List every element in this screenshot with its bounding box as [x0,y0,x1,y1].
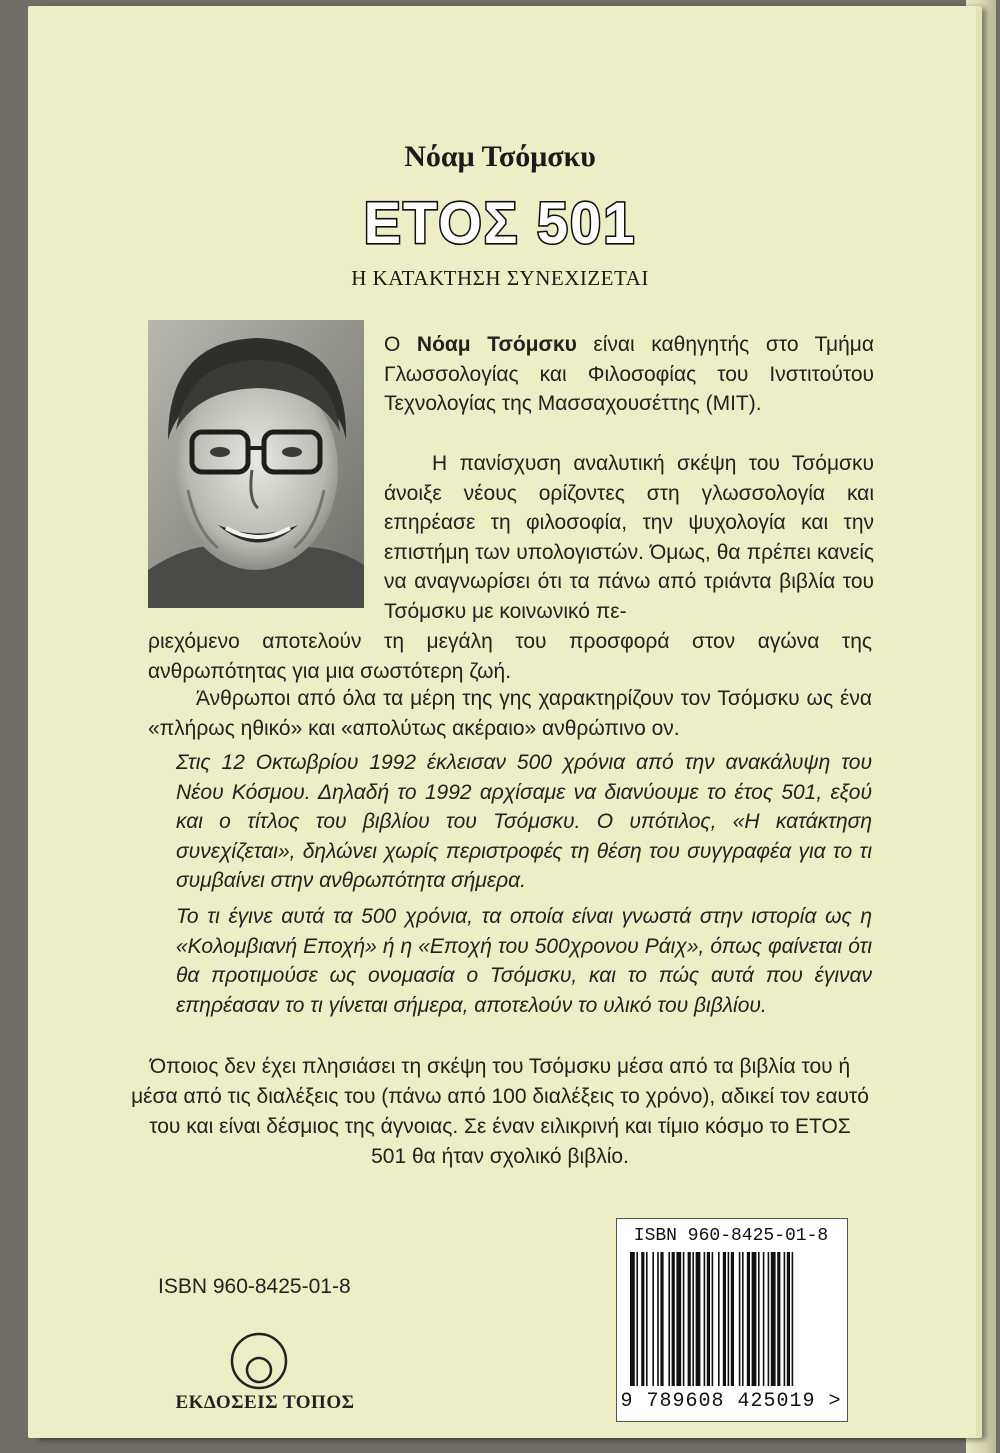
bio-paragraph-2: Η πανίσχυση αναλυτική σκέψη του Τσόμσκυ άνοιξε νέους ορίζοντες στη γλωσσολογία και επηρέασε τη φιλοσοφία, την ψυχολογία και την επιστήμη των υπολογιστών. Όμως, θα πρέπει κανείς να αναγνωρίσει ότι τα πάνω από τριάντα βιβλία του Τσόμσκυ με κοινωνικό πε- [384,452,874,623]
description-paragraph-2: Το τι έγινε αυτά τα 500 χρόνια, τα οποία είναι γνωστά στην ιστορία ως η «Κολομβιανή Εποχή» ή η «Εποχή του 500χρονου Ράιχ», όπως φαίνεται ότι θα προτιμούσε ως ονομασία ο Τσόμσκυ, και το πώς αυτά που έγιναν επηρέασαν το τι γίνεται σήμερα, αποτελούν το υλικό του βιβλίου. [176,905,872,1017]
closing-statement: Όποιος δεν έχει πλησιάσει τη σκέψη του Τσόμσκυ μέσα από τα βιβλία του ή μέσα από τις διαλέξεις του (πάνω από 100 διαλέξεις το χρόνο), αδικεί τον εαυτό του και είναι δέσμιος της άγνοιας. Σε έναν ειλικρινή και τίμιο κόσμο το ΕΤΟΣ 501 θα ήταν σχολικό βιβλίο. [131,1055,869,1168]
author-name: Νόαμ Τσόμσκυ [404,140,596,173]
barcode-ean-number: 9 789608 425019 > [620,1390,842,1413]
publisher-logo-icon [228,1330,290,1392]
bio-paragraph-2-continued: ριεχόμενο αποτελούν τη μεγάλη του προσφορά στον αγώνα της ανθρωπότητας για μια σωστότερη ζωή. [148,630,872,683]
barcode-image [626,1252,836,1388]
publisher-name: ΕΚΔΟΣΕΙΣ ΤΟΠΟΣ [175,1392,355,1413]
isbn-text: ISBN 960-8425-01-8 [158,1275,351,1298]
book-title: ΕΤΟΣ 501 [363,189,637,256]
bio-paragraph-3: Άνθρωποι από όλα τα μέρη της γης χαρακτηρίζουν τον Τσόμσκυ ως ένα «πλήρως ηθικό» και «απολύτως ακέραιο» ανθρώπινο ον. [148,687,872,740]
author-name-inline: Νόαμ Τσόμσκυ [416,333,577,356]
bio-paragraph-1: Ο Νόαμ Τσόμσκυ είναι καθηγητής στο Τμήμα Γλωσσολογίας και Φιλοσοφίας του Ινστιτούτου Τεχνολογίας της Μασσαχουσέττης (ΜΙΤ). [384,333,874,416]
book-subtitle: Η ΚΑΤΑΚΤΗΣΗ ΣΥΝΕΧΙΖΕΤΑΙ [351,266,649,290]
barcode-isbn-text: ISBN 960-8425-01-8 [633,1226,829,1246]
author-portrait-image [148,320,364,608]
description-paragraph-1: Στις 12 Οκτωβρίου 1992 έκλεισαν 500 χρόνια από την ανακάλυψη του Νέου Κόσμου. Δηλαδή το 1992 αρχίσαμε να διανύουμε το έτος 501, εξού και ο τίτλος του βιβλίου του Τσόμσκυ. Ο υπότιλος, «Η κατάκτηση συνεχίζεται», δηλώνει χωρίς περιστροφές τη θέση του συγγραφέα για το τι συμβαίνει στην ανθρωπότητα σήμερα. [176,751,872,893]
author-photo [148,320,364,608]
